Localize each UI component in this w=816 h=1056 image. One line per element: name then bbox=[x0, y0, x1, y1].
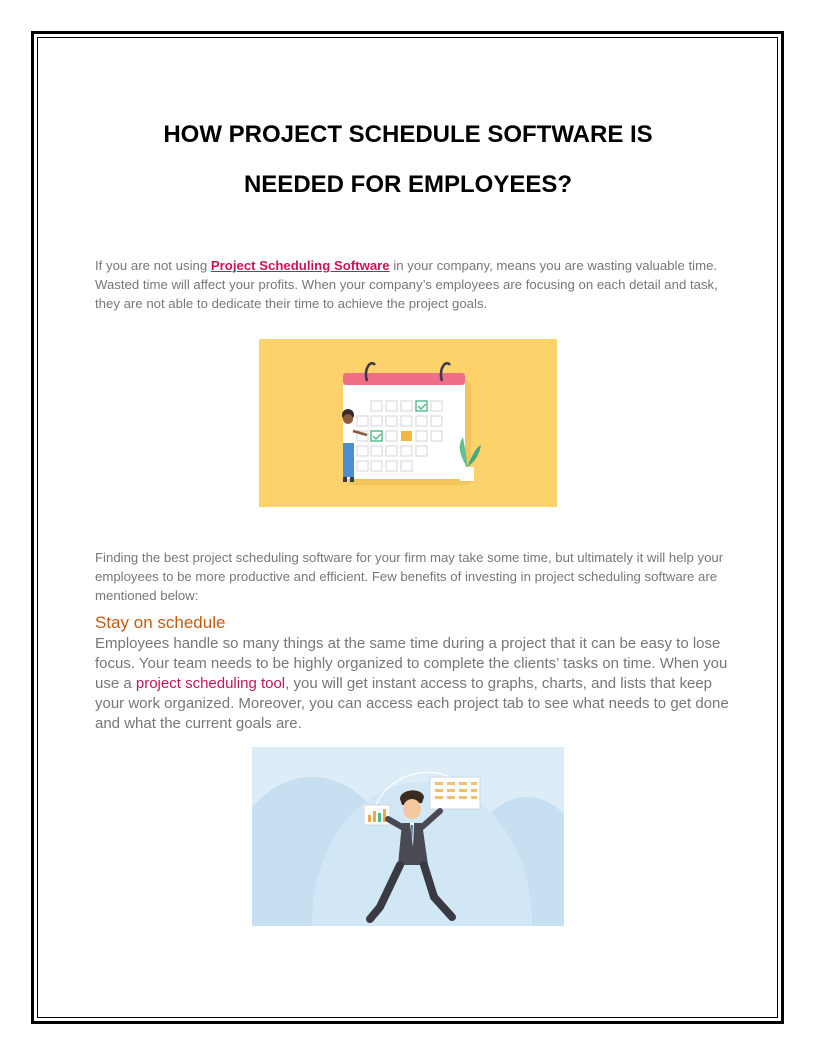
title-line-2: NEEDED FOR EMPLOYEES? bbox=[243, 171, 573, 198]
benefits-paragraph: Finding the best project scheduling software for your firm may take some time, but ultimately it will help your employees to be more productive and efficient. Few benefits of investing in project scheduling software are mentioned below: bbox=[95, 550, 724, 603]
project-scheduling-software-link[interactable]: Project Scheduling Software bbox=[210, 258, 390, 273]
section-paragraph: Employees handle so many things at the same time during a project that it can be easy to lose focus. Your team needs to be highly organized to complete the clients’ tasks on time. When you use a project scheduling tool, you will get instant access to graphs, charts, and lists that keep your work organized. Moreover, you can access each project tab to see what needs to get done and what the current goals are. bbox=[95, 635, 729, 732]
section-heading: Stay on schedule bbox=[95, 613, 226, 632]
calendar-illustration bbox=[259, 339, 557, 507]
intro-paragraph: If you are not using Project Scheduling Software in your company, means you are wasting valuable time. Wasted time will affect your profits. When your company’s employees are focusing on each detail and task, they are not able to dedicate their time to achieve the project goals. bbox=[95, 258, 718, 311]
project-scheduling-tool-link[interactable]: project scheduling tool bbox=[135, 675, 286, 692]
title-line-1: HOW PROJECT SCHEDULE SOFTWARE IS bbox=[163, 121, 653, 148]
businessman-illustration bbox=[252, 747, 564, 926]
page-title bbox=[60, 110, 756, 210]
